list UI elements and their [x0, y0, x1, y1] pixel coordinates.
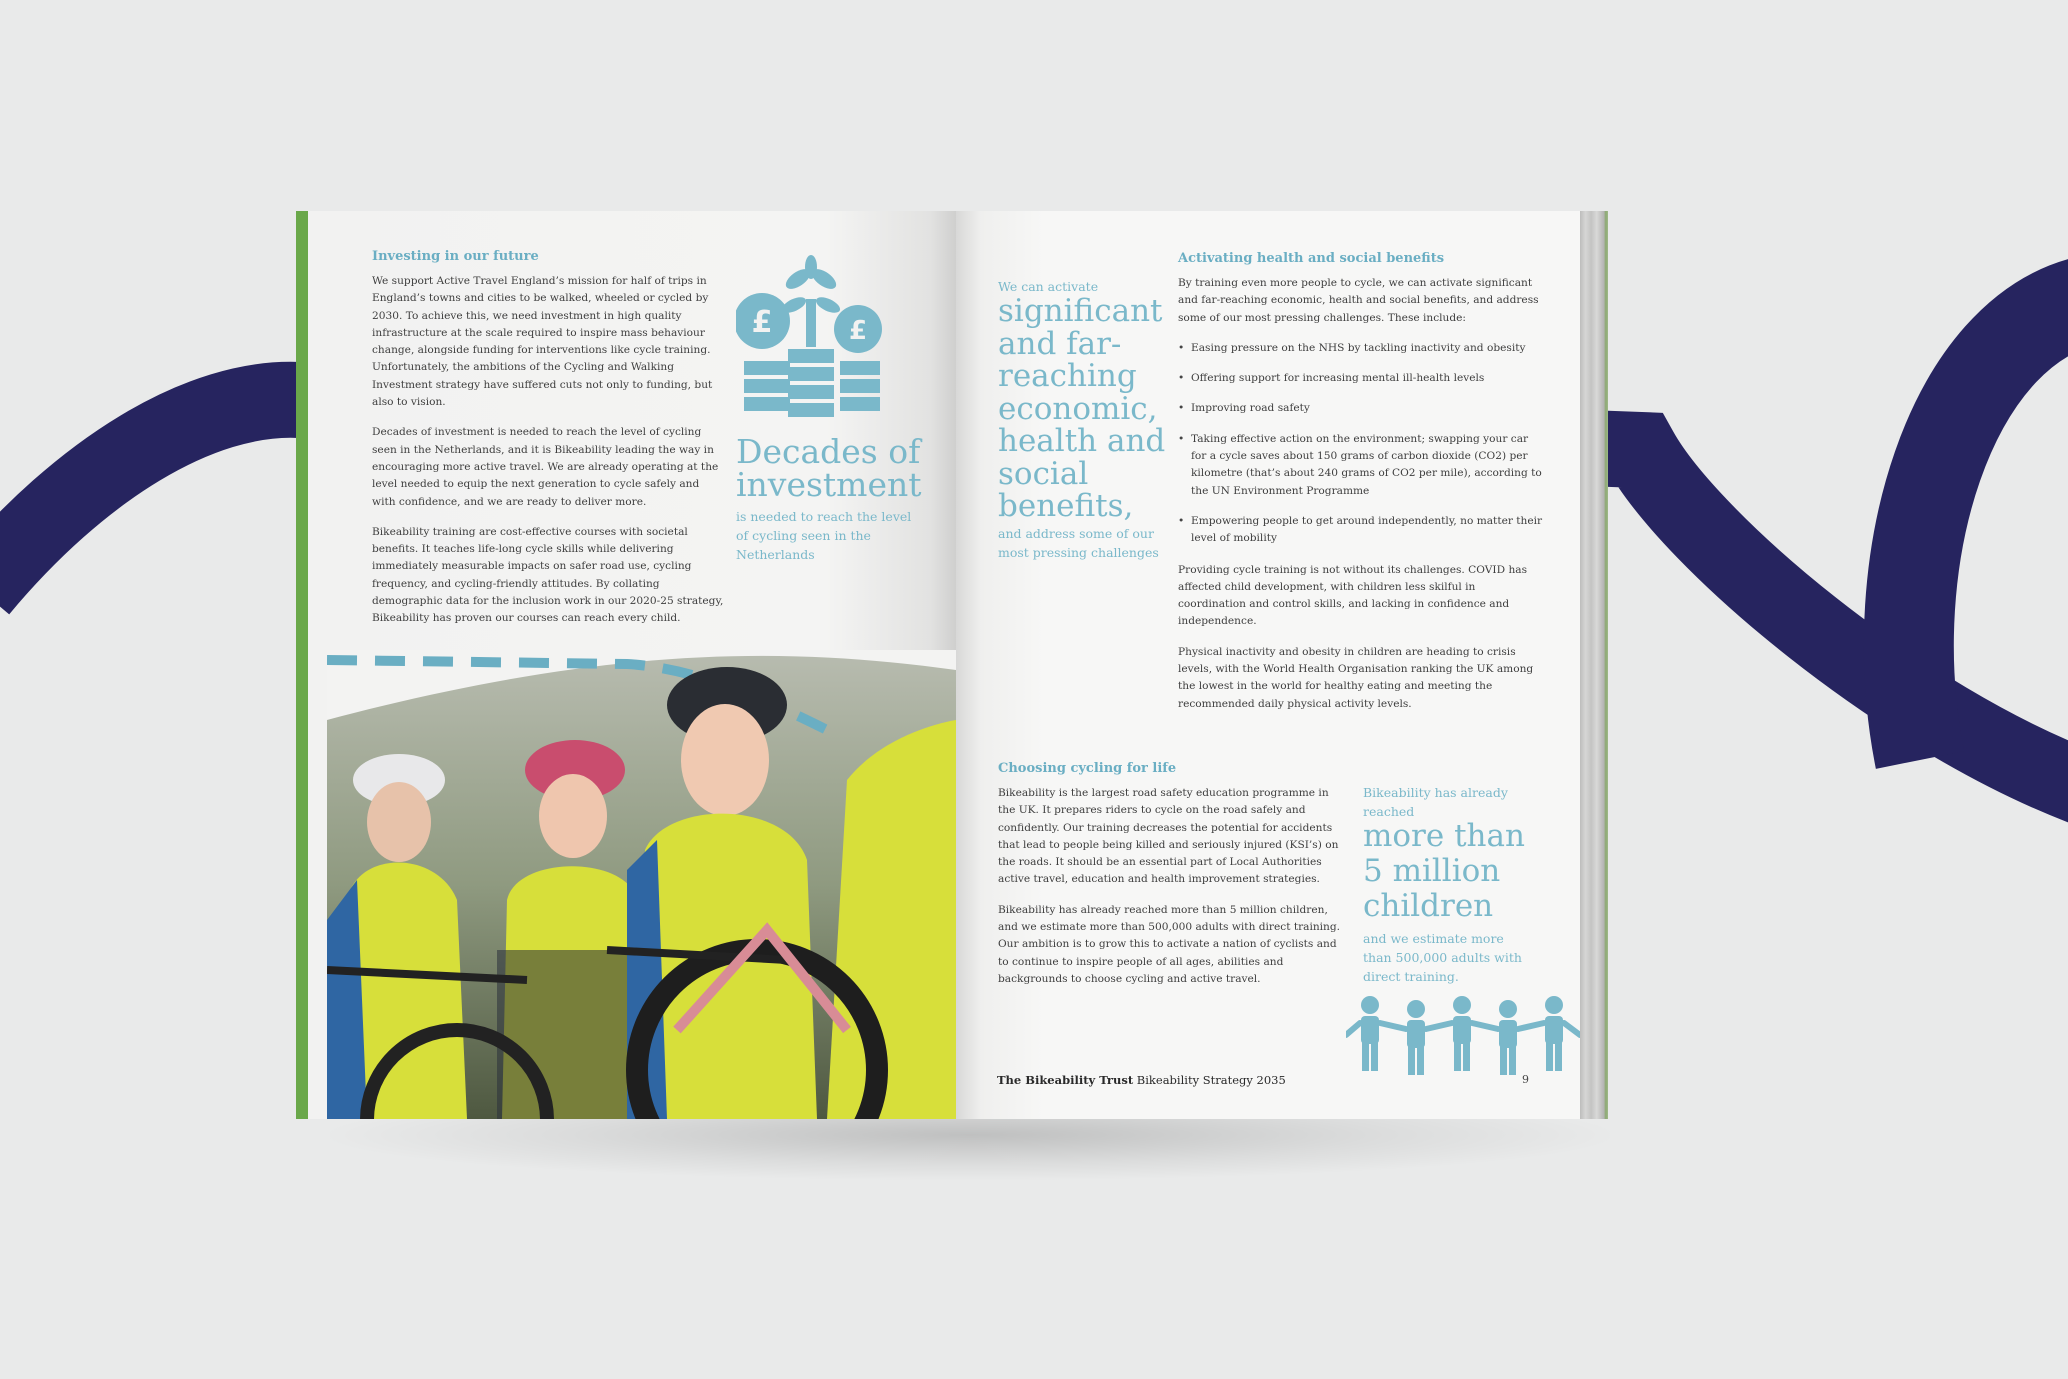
investing-body [372, 273, 724, 641]
pound-symbol: £ [848, 316, 868, 346]
footer-org: The Bikeability Trust [997, 1073, 1134, 1087]
reach-callout-small: and we estimate more than 500,000 adults with direct training. [1363, 931, 1522, 984]
footer-title: Bikeability Strategy 2035 [1136, 1073, 1286, 1087]
investing-paragraph: We support Active Travel England’s mission for half of trips in England’s towns and cities to be walked, wheeled or cycled by 2030. To achieve this, we need investment in high quality infrastructure at the scale required to inspire mass behaviour change, alongside funding for interventions like cycle training. Unfortunately, the ambitions of the Cycling and Walking Investment strategy have suffered cuts not only to funding, but also to vision. [372, 275, 713, 409]
investing-paragraph: Bikeability training are cost-effective courses with societal benefits. It teaches life-long cycle skills while delivering immediately measurable impacts on safer road use, cycling frequency, and cycling-friendly attitudes. By collating demographic data for the inclusion work in our 2020-25 strategy, Bikeability has proven our courses can reach every child. [372, 525, 724, 625]
activate-callout-small: and address some of our most pressing challenges [998, 526, 1159, 560]
activating-intro: By training even more people to cycle, we can activate significant and far-reaching economic, health and social benefits, and address some of our most pressing challenges. These include: [1178, 277, 1539, 324]
benefit-item: • Empowering people to get around independently, no matter their level of mobility [1178, 513, 1543, 548]
left-page [308, 211, 956, 1119]
investing-paragraph: Decades of investment is needed to reach the level of cycling seen in the Netherlands, and it is Bikeability leading the way in encouraging more active travel. We are already operating at the level needed to equip the next generation to cycle safely and with confidence, and we are ready to deliver more. [372, 426, 719, 508]
benefit-item: • Offering support for increasing mental ill-health levels [1178, 370, 1543, 387]
decades-callout-small: is needed to reach the level of cycling seen in the Netherlands [736, 509, 912, 562]
children-with-bicycles-photo [327, 650, 956, 1119]
choosing-paragraph: Bikeability has already reached more than 5 million children, and we estimate more than 500,000 adults with direct training. Our ambition is to grow this to activate a nation of cyclists and to continue to inspire people of all ages, abilities and backgrounds to choose cycling and active travel. [998, 903, 1341, 985]
pound-symbol: £ [751, 305, 773, 340]
activate-callout-big: significant and far-reaching economic, health and social benefits, [998, 293, 1166, 524]
choosing-paragraph: Bikeability is the largest road safety education programme in the UK. It prepares riders to cycle on the road safely and confidently. Our training decreases the potential for accidents that lead to people being killed and seriously injured (KSI’s) on the roads. It should be an essential part of Local Authorities active travel, education and health improvement strategies. [998, 787, 1339, 886]
activating-paragraph: Providing cycle training is not without its challenges. COVID has affected child development, with children less skilful in coordination and control skills, and lacking in confidence and independence. [1178, 563, 1528, 628]
activating-heading: Activating health and social benefits [1178, 251, 1445, 266]
page-footer [997, 1073, 1286, 1087]
choosing-body [998, 785, 1348, 1001]
activating-paragraph: Physical inactivity and obesity in children are heading to crisis levels, with the World Health Organisation ranking the UK among the lowest in the world for healthy eating and meeting the recommended daily physical activity levels. [1178, 645, 1534, 710]
page-number: 9 [1522, 1073, 1529, 1086]
benefit-item: • Easing pressure on the NHS by tackling inactivity and obesity [1178, 340, 1543, 357]
benefit-item: • Improving road safety [1178, 400, 1543, 417]
decades-callout-big: Decades of investment [736, 432, 922, 504]
page-stack-right [1580, 211, 1608, 1119]
activate-callout-intro: We can activate [998, 279, 1099, 294]
people-holding-hands-icon [1346, 995, 1580, 1075]
reach-callout-intro: Bikeability has already reached [1363, 785, 1508, 819]
benefits-list [1178, 340, 1543, 548]
activating-body [1178, 275, 1543, 726]
reach-callout-big: more than 5 million children [1363, 818, 1525, 924]
benefit-item: • Taking effective action on the environment; swapping your car for a cycle saves about 150 grams of carbon dioxide (CO2) per kilometre (that’s about 240 grams of CO2 per mile), according to the UN Environment Programme [1178, 431, 1543, 500]
page-edge-left [296, 211, 308, 1119]
choosing-heading: Choosing cycling for life [998, 761, 1177, 776]
investing-heading: Investing in our future [372, 249, 539, 264]
coin-stack-plant-icon [736, 255, 886, 425]
right-page [956, 211, 1580, 1119]
